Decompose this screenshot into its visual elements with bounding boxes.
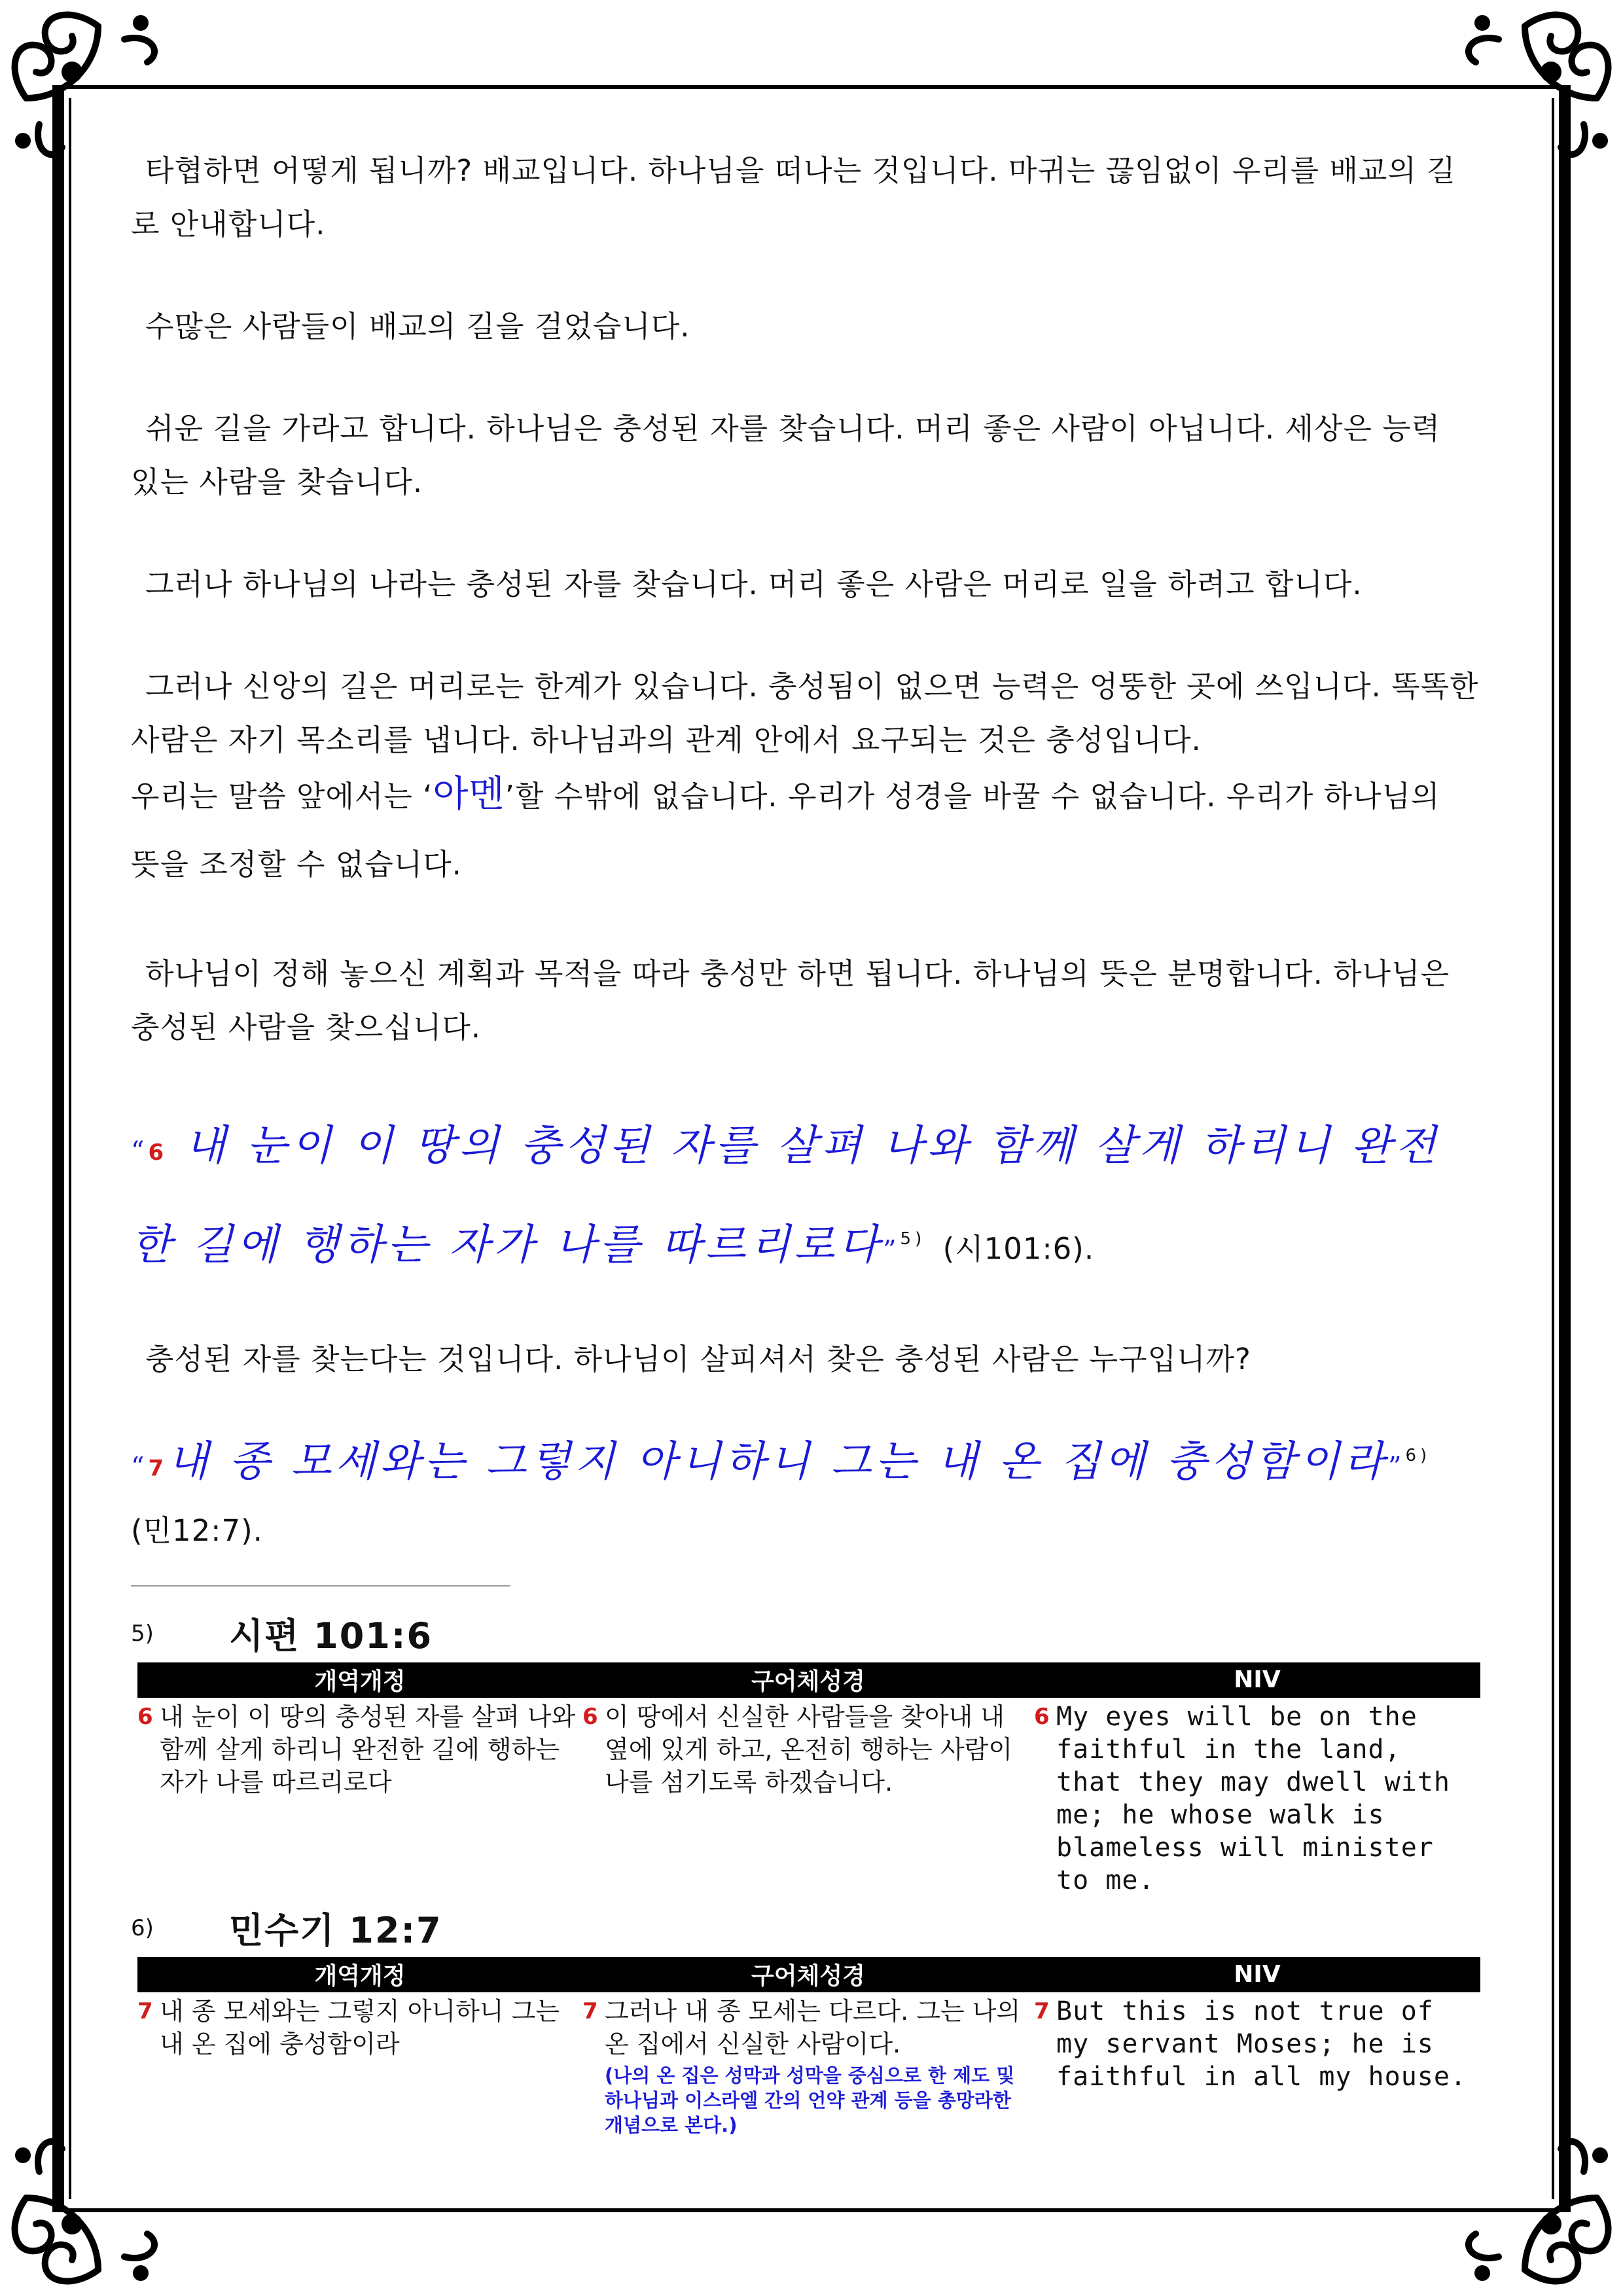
table-row [137, 1992, 1480, 2138]
footnote-marker: 5) [900, 1229, 926, 1249]
column-header: NIV [1034, 1662, 1480, 1698]
niv-text: My eyes will be on the faithful in the land, that they may dwell with me; he whose walk is blameless will minister to me. [1056, 1701, 1450, 1895]
krv-text: 내 종 모세와는 그렇지 아니하니 그는 내 온 집에 충성함이라 [160, 1996, 560, 2058]
verse-reference: (민12:7). [131, 1513, 263, 1548]
footnote-title: 시편 101:6 [229, 1615, 433, 1657]
table-row [137, 1698, 1480, 1897]
column-header: 구어체성경 [582, 1662, 1034, 1698]
column-header: 구어체성경 [582, 1957, 1034, 1992]
paragraph: 그러나 하나님의 나라는 충성된 자를 찾습니다. 머리 좋은 사람은 머리로 일을 하려고 합니다. [145, 567, 1363, 601]
verse-number: 7 [137, 1998, 153, 2024]
verse-text: 내 눈이 이 땅의 충성된 자를 살펴 나와 함께 살게 하리니 완전한 길에 행하는 자가 나를 따르리로다 [131, 1122, 1440, 1270]
column-header: 개역개정 [137, 1662, 582, 1698]
colloquial-note: (나의 온 집은 성막과 성막을 중심으로 한 제도 및 하나님과 이스라엘 간의 언약 관계 등을 총망라한 개념으로 본다.) [605, 2064, 1015, 2136]
paragraph: 그러나 신앙의 길은 머리로는 한계가 있습니다. 충성됨이 없으면 능력은 엉뚱한 곳에 쓰입니다. 똑똑한 사람은 자기 목소리를 냅니다. 하나님과의 관계 안에서 요구되는 것은 충성입니다. [131, 669, 1479, 757]
translation-table [137, 1662, 1480, 1897]
paragraph: 타협하면 어떻게 됩니까? 배교입니다. 하나님을 떠나는 것입니다. 마귀는 끊임없이 우리를 배교의 길로 안내합니다. [131, 153, 1456, 242]
verse-number: 7 [1034, 1998, 1050, 2024]
colloquial-text: 이 땅에서 신실한 사람들을 찾아내 내 옆에 있게 하고, 온전히 행하는 사람이 나를 섬기도록 하겠습니다. [605, 1702, 1013, 1797]
scripture-quote: “6 내 눈이 이 땅의 충성된 자를 살펴 나와 함께 살게 하리니 완전한 길에 행하는 자가 나를 따르리로다”$^{5)}$ (시101:6). [131, 1122, 1440, 1270]
translation-table [137, 1957, 1480, 2138]
footnote-heading [131, 1613, 1479, 1655]
footnote-number: 6) [131, 1914, 154, 1941]
sermon-body [131, 144, 1479, 2148]
verse-reference: (시101:6). [942, 1231, 1095, 1266]
paragraph: 충성된 자를 찾는다는 것입니다. 하나님이 살피셔서 찾은 충성된 사람은 누구입니까? [145, 1342, 1251, 1377]
column-header: NIV [1034, 1957, 1480, 1992]
scripture-quote: “7내 종 모세와는 그렇지 아니하니 그는 내 온 집에 충성함이라”$^{6)}$ [131, 1437, 1431, 1486]
verse-number: 6 [148, 1139, 168, 1166]
footnote-title: 민수기 12:7 [229, 1910, 442, 1952]
amen-word: 아멘 [433, 773, 505, 816]
verse-number: 7 [582, 1998, 598, 2024]
footnote-marker: 6) [1405, 1446, 1431, 1466]
paragraph: 하나님이 정해 놓으신 계획과 목적을 따라 충성만 하면 됩니다. 하나님의 뜻은 분명합니다. 하나님은 충성된 사람을 찾으십니다. [131, 956, 1450, 1045]
verse-text: 내 종 모세와는 그렇지 아니하니 그는 내 온 집에 충성함이라 [168, 1437, 1388, 1486]
colloquial-text: 그러나 내 종 모세는 다르다. 그는 나의 온 집에서 신실한 사람이다. [605, 1996, 1021, 2058]
verse-number: 6 [1034, 1703, 1050, 1730]
niv-text: But this is not true of my servant Moses; he is faithful in all my house. [1056, 1996, 1467, 2092]
paragraph: 수많은 사람들이 배교의 길을 걸었습니다. [145, 309, 690, 344]
verse-number: 6 [582, 1703, 598, 1730]
footnote-number: 5) [131, 1620, 154, 1647]
verse-number: 7 [148, 1455, 168, 1482]
column-header: 개역개정 [137, 1957, 582, 1992]
footnote-divider [131, 1585, 510, 1587]
footnote-heading [131, 1907, 1479, 1952]
paragraph: 쉬운 길을 가라고 합니다. 하나님은 충성된 자를 찾습니다. 머리 좋은 사람이 아닙니다. 세상은 능력 있는 사람을 찾습니다. [131, 411, 1441, 499]
krv-text: 내 눈이 이 땅의 충성된 자를 살펴 나와 함께 살게 하리니 완전한 길에 행하는 자가 나를 따르리로다 [160, 1702, 576, 1797]
paragraph: 우리는 말씀 앞에서는 ‘아멘’할 수밖에 없습니다. 우리가 성경을 바꿀 수 없습니다. 우리가 하나님의 뜻을 조정할 수 없습니다. [131, 773, 1440, 882]
verse-number: 6 [137, 1703, 153, 1730]
